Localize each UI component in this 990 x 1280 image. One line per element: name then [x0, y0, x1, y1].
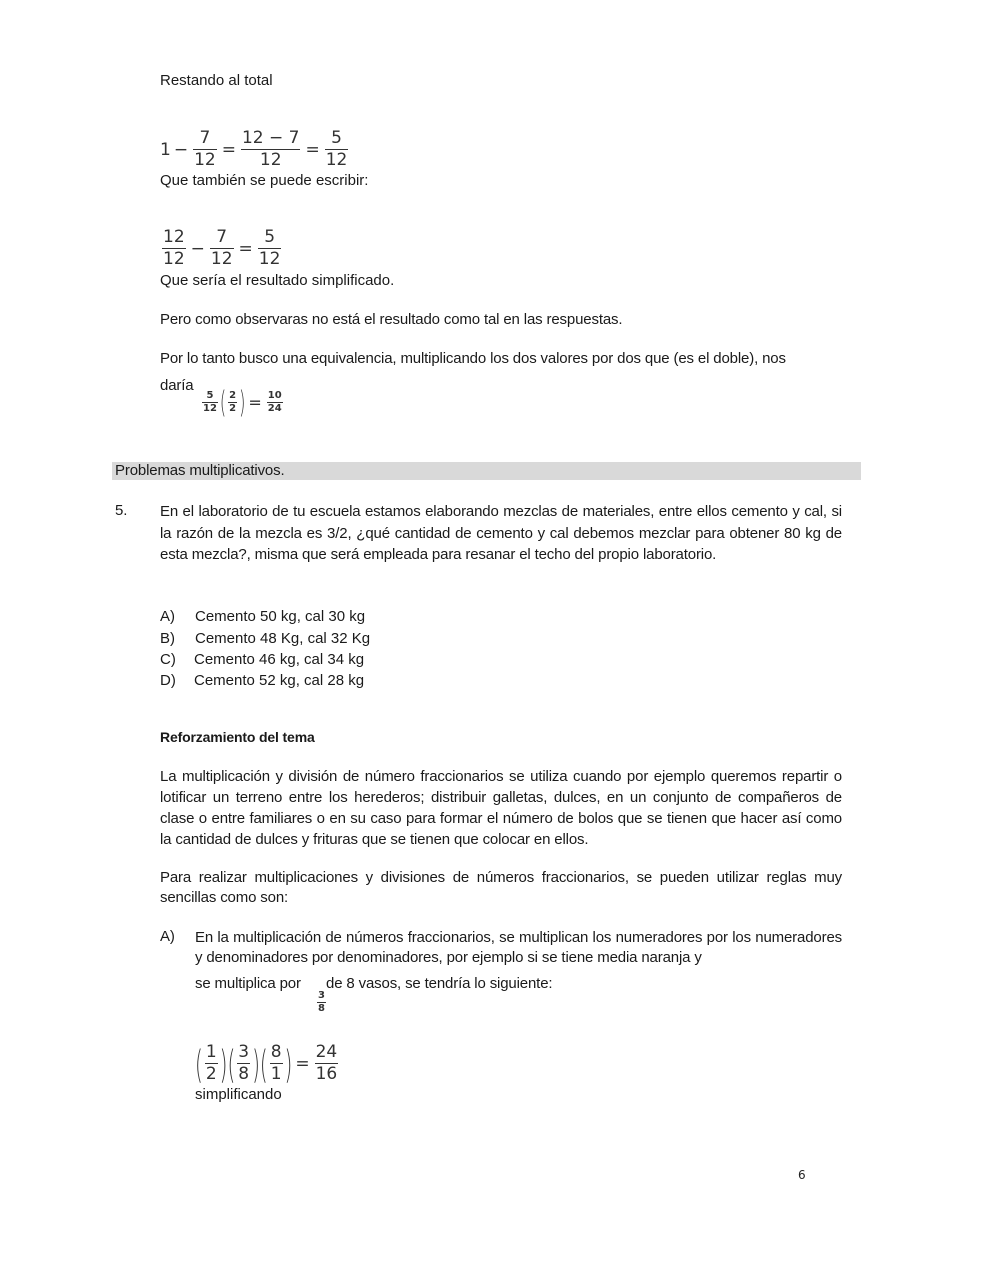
rule-a-line3-after: de 8 vasos, se tendría lo siguiente:: [326, 975, 553, 992]
eq1-frac3: $\frac{5}{12}$: [325, 128, 348, 171]
rule-a-text: En la multiplicación de números fraccionarios, se multiplican los numeradores por los numeradores y denominadores por denominadores, por ejemplo si se tiene media naranja y: [195, 929, 842, 966]
page-number: 6: [798, 1168, 806, 1182]
section-heading: Problemas multiplicativos.: [112, 462, 861, 480]
eq1-term: 1: [160, 139, 171, 160]
option-a[interactable]: A) Cemento 50 kg, cal 30 kg: [160, 608, 366, 625]
pero-text: Pero como observaras no está el resultado como tal en las respuestas.: [160, 311, 623, 328]
equation-1: 1 − $\frac{7}{12}$ = $\frac{12 - 7}{12}$ = $\frac{5}{12}$: [160, 128, 348, 171]
eq2-frac3: $\frac{5}{12}$: [258, 227, 281, 270]
equation-3: $\frac{5}{12}$ ( $\frac{2}{2}$ ) = $\frac{10}{24}$: [203, 383, 282, 420]
eq1-frac2: $\frac{12 - 7}{12}$: [241, 128, 300, 171]
daria-text: daría: [160, 377, 194, 394]
option-d[interactable]: D) Cemento 52 kg, cal 28 kg: [160, 672, 365, 689]
reforzamiento-paragraph-1: La multiplicación y división de número fraccionarios se utiliza cuando por ejemplo queremos repartir o lotificar un terreno entre los herederos; distribuir galletas, dulces, en un conjunto de compañeros de clase o entre familiares o en su caso para formar el número de bolos que se tienen que hacer así como la cantidad de dulces y frituras que se tienen que colocar en ellos.: [160, 768, 842, 848]
simplificando-text: simplificando: [195, 1086, 282, 1103]
eq2-frac2: $\frac{7}{12}$: [210, 227, 233, 270]
rule-a-line3: se multiplica por: [195, 975, 301, 992]
reforzamiento-title: Reforzamiento del tema: [160, 729, 315, 745]
inline-fraction: $\frac{3}{8}$: [318, 990, 325, 1014]
option-c[interactable]: C) Cemento 46 kg, cal 34 kg: [160, 651, 365, 668]
restando-text: Restando al total: [160, 72, 273, 89]
reforzamiento-paragraph-2: Para realizar multiplicaciones y divisiones de números fraccionarios, se pueden utilizar reglas muy sencillas como son:: [160, 869, 842, 906]
eq2-frac1: $\frac{12}{12}$: [163, 227, 185, 270]
porlotanto-text: Por lo tanto busco una equivalencia, multiplicando los dos valores por dos que (es el doble), nos: [160, 350, 786, 367]
rule-a-letter: A): [160, 928, 175, 945]
simplificado-text: Que sería el resultado simplificado.: [160, 272, 395, 289]
equation-4: ( $\frac{1}{2}$ ) ( $\frac{3}{8}$ ) ( $\frac{8}{1}$ ) = $\frac{24}{16}$: [195, 1040, 338, 1087]
tambien-text: Que también se puede escribir:: [160, 172, 369, 189]
option-b[interactable]: B) Cemento 48 Kg, cal 32 Kg: [160, 630, 371, 647]
eq1-frac1: $\frac{7}{12}$: [194, 128, 216, 171]
problem-text: En el laboratorio de tu escuela estamos elaborando mezclas de materiales, entre ellos cemento y cal, si la razón de la mezcla es 3/2, ¿qué cantidad de cemento y cal debemos mezclar para obtener 80 kg de esta mezcla?, misma que será empleada para resanar el techo del propio laboratorio.: [160, 503, 842, 563]
problem-number: 5.: [115, 502, 128, 519]
eq1-minus: −: [173, 139, 189, 160]
equation-2: $\frac{12}{12}$ − $\frac{7}{12}$ = $\frac{5}{12}$: [163, 227, 281, 270]
